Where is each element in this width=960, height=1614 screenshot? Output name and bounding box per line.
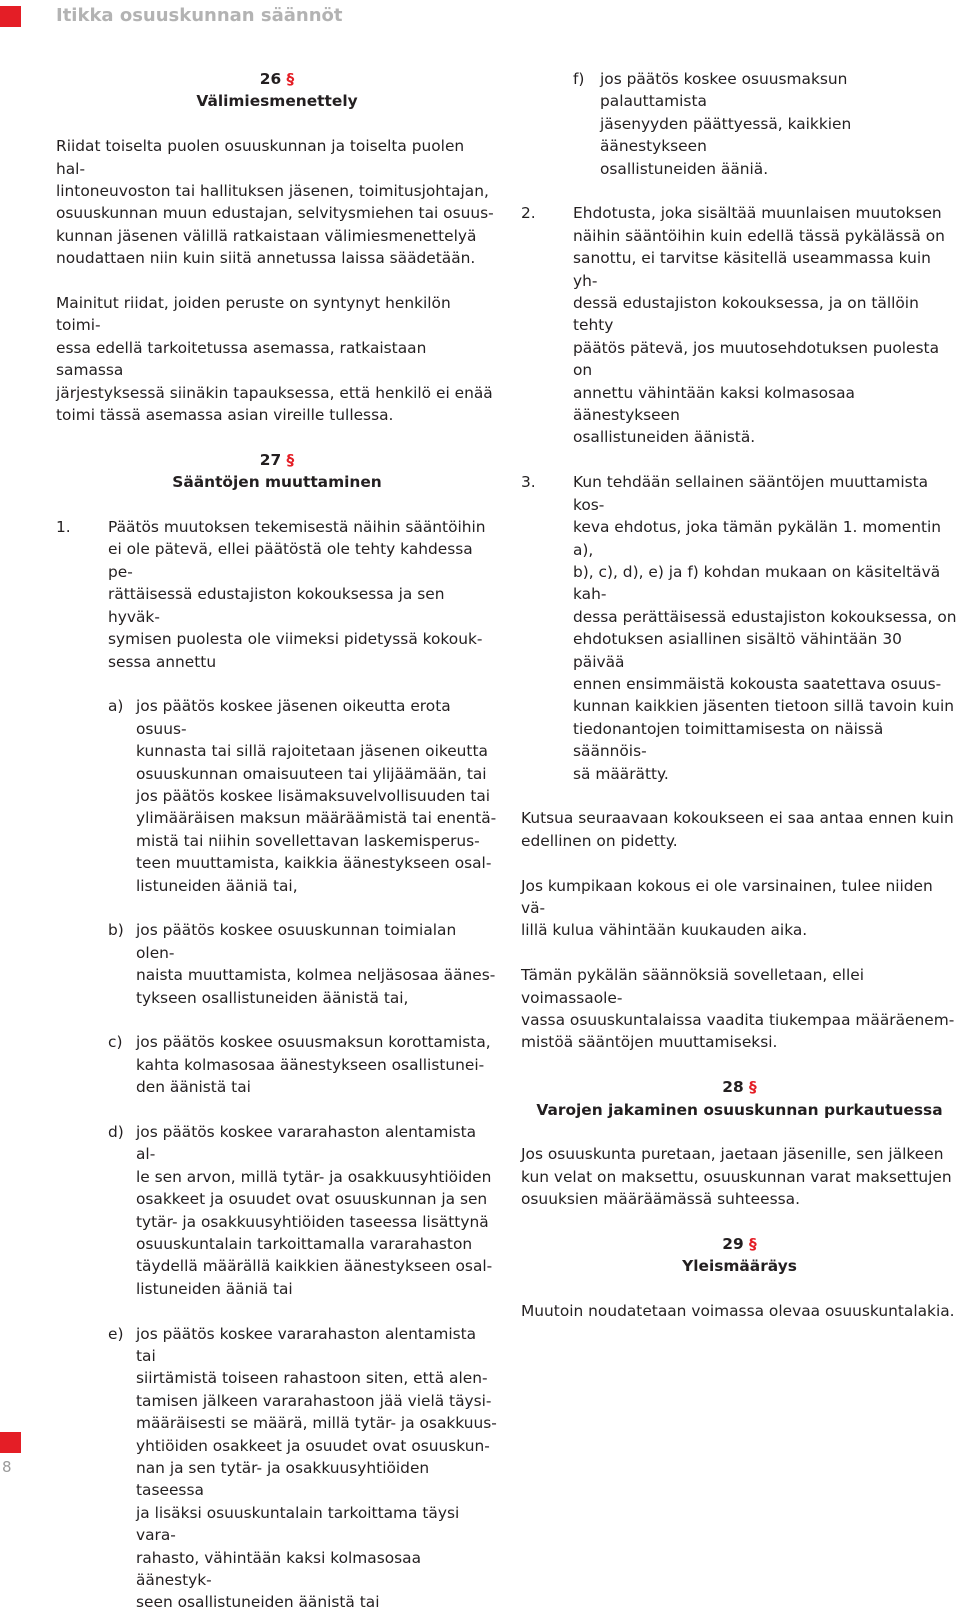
section-26-heading <box>56 68 498 113</box>
numbered-item-1 <box>56 516 498 673</box>
section-28-heading <box>521 1076 958 1121</box>
numbered-item-3 <box>521 471 958 785</box>
footer-red-marker <box>0 1432 21 1453</box>
sub-item-f <box>521 68 958 180</box>
item-text: jos päätös koskee vararahaston alentamista tai siirtämistä toiseen rahastoon siten, että alen- tamisen jälkeen vararahastoon jää vielä täysi- määräisesti se määrä, millä tytär- ja osakkuus- yhtiöiden osakkeet ja osuudet ovat osuuskun- nan ja sen tytär- ja osakkuusyhtiöiden taseessa ja lisäksi osuuskuntalain tarkoittama täysi vara- rahasto, vähintään kaksi kolmasosaa äänestyk- seen osallistuneiden äänistä tai <box>136 1324 497 1612</box>
sub-item-d <box>56 1121 498 1300</box>
paragraph: Kutsua seuraavaan kokoukseen ei saa antaa ennen kuin edellinen on pidetty. <box>521 809 954 850</box>
item-label: 3. <box>521 473 536 492</box>
running-title: Itikka osuuskunnan säännöt <box>56 5 343 26</box>
item-label: 2. <box>521 204 536 223</box>
page-number: 8 <box>2 1458 12 1476</box>
section-title: Yleismääräys <box>682 1257 797 1276</box>
section-number: 27 § <box>259 450 295 469</box>
item-text: jos päätös koskee osuusmaksun palauttamista jäsenyyden päättyessä, kaikkien äänestykseen osallistuneiden ääniä. <box>600 70 852 178</box>
item-text: Ehdotusta, joka sisältää muunlaisen muutoksen näihin sääntöihin kuin edellä tässä pykälässä on sanottu, ei tarvitse käsitellä useammassa kuin yh- dessä edustajiston kokouksessa, ja on tällöin tehty päätös pätevä, jos muutosehdotuksen puolesta on annettu vähintään kaksi kolmasosaa äänestykseen osallistuneiden äänistä. <box>573 204 945 447</box>
section-number: 26 § <box>259 70 295 88</box>
item-text: jos päätös koskee vararahaston alentamista al- le sen arvon, millä tytär- ja osakkuusyhtiöiden osakkeet ja osuudet ovat osuuskunnan ja sen tytär- ja osakkuusyhtiöiden taseessa lisättynä osuuskuntalain tarkoittamalla vararahaston täydellä määrällä kaikkien äänestykseen osal- listuneiden ääniä tai <box>136 1122 493 1298</box>
section-title: Välimiesmenettely <box>196 92 358 111</box>
section-number: 28 § <box>722 1078 757 1097</box>
section-sign: § <box>749 1078 757 1097</box>
item-text: jos päätös koskee osuuskunnan toimialan olen- naista muuttamista, kolmea neljäsosaa äänes- tykseen osallistuneiden äänistä tai, <box>136 921 496 1007</box>
section-number: 29 § <box>722 1235 757 1253</box>
section-title: Varojen jakaminen osuuskunnan purkautuessa <box>536 1100 943 1119</box>
item-label: a) <box>108 697 124 716</box>
item-label: f) <box>573 70 585 88</box>
paragraph: Mainitut riidat, joiden peruste on syntynyt henkilön toimi- essa edellä tarkoitetussa asemassa, ratkaistaan samassa järjestyksessä siinäkin tapauksessa, että henkilö ei enää toimi tässä asemassa asian vireille tullessa. <box>56 294 493 425</box>
paragraph: Tämän pykälän säännöksiä sovelletaan, ellei voimassaole- vassa osuuskuntalaissa vaadita tiukempaa määräenem- mistöä sääntöjen muuttamiseksi. <box>521 966 955 1052</box>
sub-item-c <box>56 1031 498 1098</box>
item-label: c) <box>108 1033 123 1052</box>
numbered-item-2 <box>521 202 958 448</box>
section-29-heading <box>521 1233 958 1278</box>
paragraph: Jos osuuskunta puretaan, jaetaan jäsenille, sen jälkeen kun velat on maksettu, osuuskunnan varat maksettujen osuuksien määräämässä suhteessa. <box>521 1145 952 1209</box>
section-27-heading <box>56 449 498 494</box>
item-text: Kun tehdään sellainen sääntöjen muuttamista kos- keva ehdotus, joka tämän pykälän 1. momentin a), b), c), d), e) ja f) kohdan mukaan on käsiteltävä kah- dessa perättäisessä edustajiston kokouksessa, on ehdotuksen asiallinen sisältö vähintään 30 päivää ennen ensimmäistä kokousta saatettava osuus- kunnan kaikkien jäsenten tietoon sillä tavoin kuin tiedonantojen toimittamisesta on näissä säännöis- sä määrätty. <box>573 473 957 783</box>
left-column <box>56 68 498 1614</box>
sub-item-a <box>56 695 498 897</box>
sub-item-e <box>56 1323 498 1614</box>
right-column <box>521 68 958 1323</box>
item-label: b) <box>108 921 124 940</box>
section-sign: § <box>749 1235 757 1253</box>
header-red-marker <box>0 6 21 27</box>
section-title: Sääntöjen muuttaminen <box>172 473 382 492</box>
section-sign: § <box>286 450 295 469</box>
section-sign: § <box>286 70 295 88</box>
item-text: jos päätös koskee jäsenen oikeutta erota osuus- kunnasta tai sillä rajoitetaan jäsenen oikeutta osuuskunnan omaisuuteen tai ylijäämään, tai jos päätös koskee lisämaksuvelvollisuuden tai ylimääräisen maksun määräämistä tai enentä- mistä tai niihin sovellettavan laskemisperus- teen muuttamista, kaikkia äänestykseen osal- listuneiden ääniä tai, <box>136 697 497 895</box>
item-label: 1. <box>56 518 71 537</box>
item-label: d) <box>108 1122 124 1141</box>
sub-item-b <box>56 919 498 1009</box>
item-text: jos päätös koskee osuusmaksun korottamista, kahta kolmasosaa äänestykseen osallistunei- den äänistä tai <box>136 1033 491 1097</box>
paragraph: Jos kumpikaan kokous ei ole varsinainen, tulee niiden vä- lillä kulua vähintään kuukauden aika. <box>521 876 933 940</box>
paragraph: Muutoin noudatetaan voimassa olevaa osuuskuntalakia. <box>521 1302 955 1321</box>
item-text: Päätös muutoksen tekemisestä näihin sääntöihin ei ole pätevä, ellei päätöstä ole tehty kahdessa pe- rättäisessä edustajiston kokouksessa ja sen hyväk- symisen puolesta ole viimeksi pidetyssä kokouk- sessa annettu <box>108 518 486 671</box>
item-label: e) <box>108 1324 124 1343</box>
paragraph: Riidat toiselta puolen osuuskunnan ja toiselta puolen hal- lintoneuvoston tai hallituksen jäsenen, toimitusjohtajan, osuuskunnan muun edustajan, selvitysmiehen tai osuus- kunnan jäsenen välillä ratkaistaan välimiesmenettelyä noudattaen niin kuin siitä annetussa laissa säädetään. <box>56 137 494 268</box>
